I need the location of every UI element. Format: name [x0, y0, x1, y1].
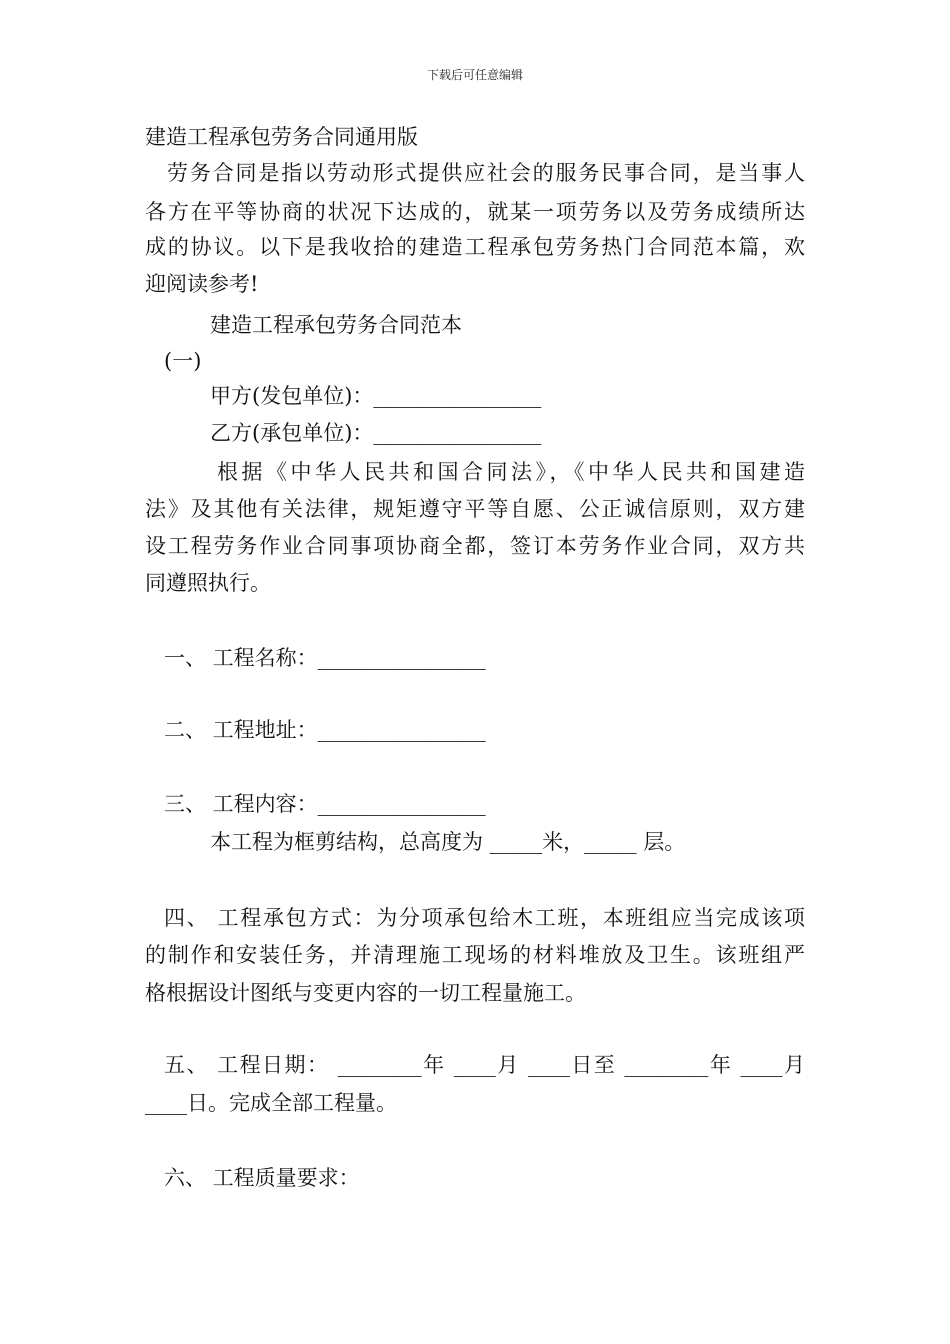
item-project-content-detail: 本工程为框剪结构，总高度为 _____米，_____ 层。	[210, 830, 686, 854]
intro-line-2: 各方在平等协商的状况下达成的，就某一项劳务以及劳务成绩所达	[145, 200, 805, 224]
section-number: (一)	[164, 349, 202, 373]
document-title: 建造工程承包劳务合同通用版	[145, 125, 418, 149]
item5-line-2: ____日。完成全部工程量。	[145, 1091, 397, 1115]
contract-subtitle: 建造工程承包劳务合同范本	[210, 313, 462, 337]
intro-line-4: 迎阅读参考!	[145, 272, 259, 296]
header-note: 下载后可任意编辑	[426, 68, 523, 82]
basis-line-3: 设工程劳务作业合同事项协商全都，签订本劳务作业合同，双方共	[145, 534, 805, 558]
item4-line-1: 四、 工程承包方式：为分项承包给木工班，本班组应当完成该项	[164, 906, 805, 930]
item4-line-2: 的制作和安装任务，并清理施工现场的材料堆放及卫生。该班组严	[145, 943, 805, 967]
item-project-content: 三、 工程内容：________________	[164, 792, 486, 816]
item5-line-1: 五、 工程日期： ________年 ____月 ____日至 ________年 ____月	[164, 1053, 805, 1077]
party-a-line: 甲方(发包单位)：________________	[210, 384, 542, 408]
item4-line-3: 格根据设计图纸与变更内容的一切工程量施工。	[145, 981, 586, 1005]
item-quality-requirements: 六、 工程质量要求：	[164, 1166, 360, 1190]
intro-line-3: 成的协议。以下是我收拾的建造工程承包劳务热门合同范本篇，欢	[145, 235, 805, 259]
intro-line-1: 劳务合同是指以劳动形式提供应社会的服务民事合同，是当事人	[167, 161, 805, 185]
party-b-line: 乙方(承包单位)：________________	[210, 421, 542, 445]
basis-line-2: 法》及其他有关法律，规矩遵守平等自愿、公正诚信原则，双方建	[145, 497, 805, 521]
item-project-address: 二、 工程地址：________________	[164, 718, 486, 742]
item-project-name: 一、 工程名称：________________	[164, 646, 486, 670]
basis-line-1: 根据《中华人民共和国合同法》，《中华人民共和国建造	[217, 460, 805, 484]
basis-line-4: 同遵照执行。	[145, 571, 271, 595]
